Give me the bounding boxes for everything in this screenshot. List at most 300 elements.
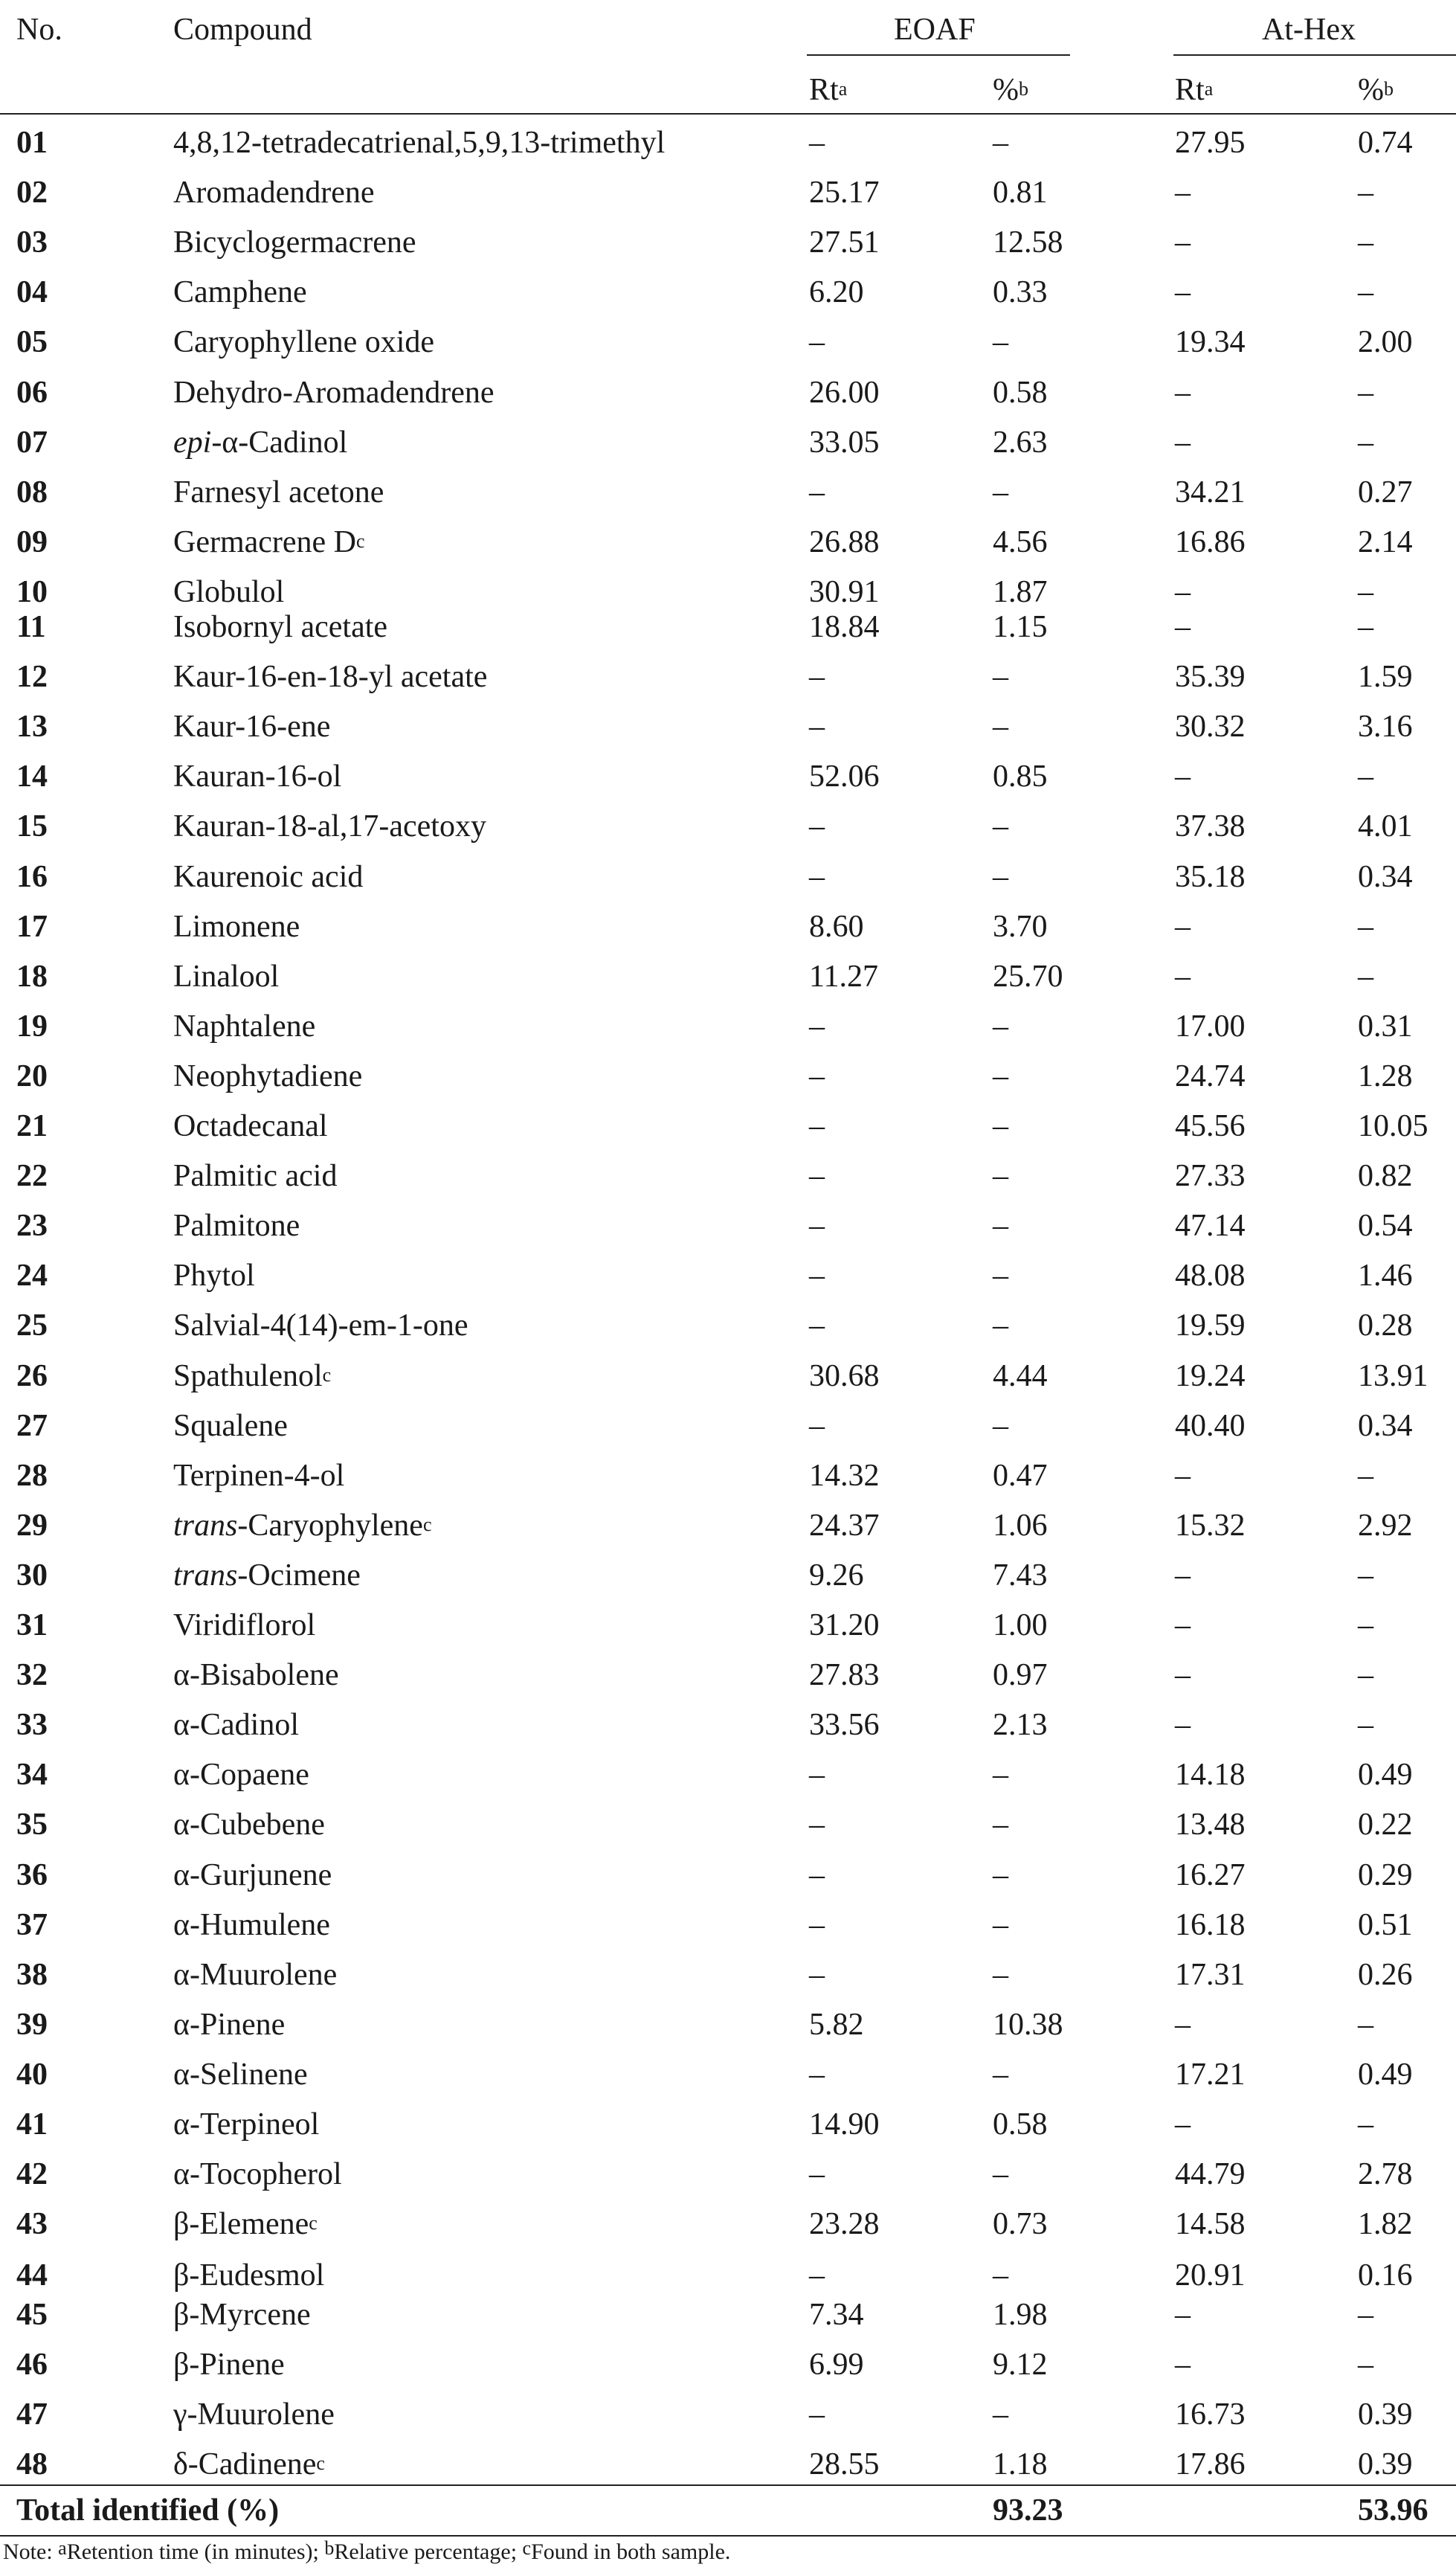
compound-name: Bicyclogermacrene — [173, 225, 416, 260]
eoaf-percent: – — [993, 2397, 1008, 2432]
eoaf-rt: – — [809, 1857, 825, 1892]
row-number: 19 — [16, 1009, 48, 1044]
at-hex-rt: 37.38 — [1175, 809, 1246, 844]
row-number: 37 — [16, 1907, 48, 1942]
eoaf-rt: – — [809, 1308, 825, 1343]
at-hex-percent: 0.34 — [1358, 1408, 1413, 1443]
at-hex-rt: 30.32 — [1175, 710, 1246, 745]
eoaf-rt: 25.17 — [809, 176, 880, 211]
eoaf-rt: 27.83 — [809, 1658, 880, 1693]
at-hex-rt: 35.39 — [1175, 660, 1246, 695]
compound-name: Kaur-16-ene — [173, 710, 331, 745]
table-row — [0, 2295, 1456, 2339]
eoaf-percent: – — [993, 1259, 1008, 1294]
table-row — [0, 607, 1456, 652]
compound-name: β-Elemene$^c$ — [173, 2207, 318, 2242]
compound-name: Viridiflorol — [173, 1608, 316, 1642]
eoaf-rt: – — [809, 1159, 825, 1194]
compound-name: Spathulenol$^c$ — [173, 1358, 332, 1393]
row-number: 28 — [16, 1458, 48, 1493]
row-number: 23 — [16, 1209, 48, 1244]
eoaf-percent: 0.73 — [993, 2207, 1048, 2242]
at-hex-rt: – — [1175, 2107, 1191, 2142]
row-number: 46 — [16, 2348, 48, 2383]
at-hex-rt: 48.08 — [1175, 1259, 1246, 1294]
table-footnote: Note: $^a$Retention time (in minutes); $^b$Relative percentage; $^c$Found in both sample. — [3, 2537, 731, 2564]
compound-name: trans-Ocimene — [173, 1558, 361, 1593]
eoaf-rt: – — [809, 1009, 825, 1044]
at-hex-percent: 2.92 — [1358, 1508, 1413, 1543]
row-number: 13 — [16, 710, 48, 745]
at-hex-percent: 0.54 — [1358, 1209, 1413, 1244]
eoaf-percent: 1.18 — [993, 2447, 1048, 2482]
table-row — [0, 1206, 1456, 1250]
eoaf-percent: – — [993, 1159, 1008, 1194]
eoaf-rt: – — [809, 325, 825, 360]
at-hex-percent: 0.39 — [1358, 2447, 1413, 2482]
at-hex-rt: – — [1175, 610, 1191, 644]
row-number: 45 — [16, 2298, 48, 2332]
at-hex-percent: – — [1358, 1708, 1373, 1743]
at-hex-rt: 45.56 — [1175, 1109, 1246, 1143]
compound-name: Squalene — [173, 1408, 288, 1443]
table-row — [0, 2154, 1456, 2199]
eoaf-percent: 1.98 — [993, 2298, 1048, 2332]
at-hex-percent: 0.29 — [1358, 1857, 1413, 1892]
table-row — [0, 707, 1456, 751]
eoaf-percent: 9.12 — [993, 2348, 1048, 2383]
table-row — [0, 1305, 1456, 1350]
eoaf-rt: 33.56 — [809, 1708, 880, 1743]
at-hex-rt: 16.18 — [1175, 1907, 1246, 1942]
eoaf-percent: – — [993, 1758, 1008, 1793]
total-top-rule — [0, 2484, 1456, 2486]
row-number: 14 — [16, 759, 48, 794]
eoaf-percent: 2.13 — [993, 1708, 1048, 1743]
compound-name: Germacrene $D^c$ — [173, 524, 365, 559]
table-row — [0, 657, 1456, 701]
eoaf-rt: 18.84 — [809, 610, 880, 644]
at-hex-rt: 13.48 — [1175, 1808, 1246, 1843]
row-number: 09 — [16, 524, 48, 559]
at-hex-percent: – — [1358, 2298, 1373, 2332]
row-number: 18 — [16, 959, 48, 994]
at-hex-percent: 2.78 — [1358, 2157, 1413, 2192]
eoaf-rt: – — [809, 2397, 825, 2432]
table-row — [0, 907, 1456, 951]
eoaf-percent: 4.56 — [993, 524, 1048, 559]
at-hex-percent: 0.34 — [1358, 859, 1413, 894]
eoaf-percent: – — [993, 1058, 1008, 1093]
compound-name: Kaur-16-en-18-yl acetate — [173, 660, 488, 695]
eoaf-percent: 0.58 — [993, 2107, 1048, 2142]
table-row — [0, 1605, 1456, 1650]
eoaf-percent: – — [993, 710, 1008, 745]
eoaf-rt: – — [809, 1957, 825, 1992]
eoaf-rt: 7.34 — [809, 2298, 864, 2332]
eoaf-rt: 33.05 — [809, 425, 880, 460]
eoaf-percent: – — [993, 2258, 1008, 2293]
eoaf-rt: 14.32 — [809, 1458, 880, 1493]
total-label: Total identified (%) — [16, 2493, 280, 2528]
row-number: 48 — [16, 2447, 48, 2482]
compound-name: α-Cubebene — [173, 1808, 325, 1843]
at-hex-rt: 40.40 — [1175, 1408, 1246, 1443]
row-number: 40 — [16, 2057, 48, 2092]
compound-name: β-Eudesmol — [173, 2258, 325, 2293]
row-number: 22 — [16, 1159, 48, 1194]
table-row — [0, 2394, 1456, 2439]
row-number: 05 — [16, 325, 48, 360]
at-hex-percent: – — [1358, 225, 1373, 260]
row-number: 33 — [16, 1708, 48, 1743]
compound-name: 4,8,12-tetradecatrienal,5,9,13-trimethyl — [173, 126, 666, 160]
compound-name: γ-Muurolene — [173, 2397, 335, 2432]
eoaf-rt: – — [809, 2258, 825, 2293]
table-row — [0, 1555, 1456, 1600]
at-hex-rt: – — [1175, 225, 1191, 260]
table-row — [0, 1955, 1456, 1999]
compound-name: Limonene — [173, 909, 300, 944]
eoaf-percent: 7.43 — [993, 1558, 1048, 1593]
compound-name: Camphene — [173, 275, 307, 310]
compound-name: Neophytadiene — [173, 1058, 363, 1093]
row-number: 06 — [16, 375, 48, 410]
compound-name: Kaurenoic acid — [173, 859, 364, 894]
eoaf-percent: 0.97 — [993, 1658, 1048, 1693]
eoaf-percent: – — [993, 1907, 1008, 1942]
at-hex-rt: 44.79 — [1175, 2157, 1246, 2192]
eoaf-percent: – — [993, 1009, 1008, 1044]
eoaf-percent: 4.44 — [993, 1358, 1048, 1393]
compound-name: Salvial-4(14)-em-1-one — [173, 1308, 468, 1343]
compound-name: epi-α-Cadinol — [173, 425, 348, 460]
at-hex-percent: 0.26 — [1358, 1957, 1413, 1992]
compound-name: α-Gurjunene — [173, 1857, 332, 1892]
table-row — [0, 1755, 1456, 1799]
at-hex-rt: 16.86 — [1175, 524, 1246, 559]
eoaf-rt: – — [809, 1209, 825, 1244]
row-number: 44 — [16, 2258, 48, 2293]
row-number: 43 — [16, 2207, 48, 2242]
row-number: 04 — [16, 275, 48, 310]
at-hex-rt: 17.31 — [1175, 1957, 1246, 1992]
at-hex-rt: – — [1175, 1558, 1191, 1593]
total-at-hex: 53.96 — [1358, 2493, 1428, 2528]
at-hex-rt: – — [1175, 425, 1191, 460]
at-hex-rt: – — [1175, 959, 1191, 994]
eoaf-rt: 8.60 — [809, 909, 864, 944]
compound-name: α-Tocopherol — [173, 2157, 342, 2192]
at-hex-rt: – — [1175, 1658, 1191, 1693]
row-number: 08 — [16, 475, 48, 510]
header-bottom-rule — [0, 113, 1456, 115]
eoaf-rt: 6.99 — [809, 2348, 864, 2383]
compound-name: Kauran-16-ol — [173, 759, 342, 794]
at-hex-rt: – — [1175, 1608, 1191, 1642]
eoaf-rt: – — [809, 126, 825, 160]
row-number: 16 — [16, 859, 48, 894]
compound-name: Farnesyl acetone — [173, 475, 384, 510]
compound-name: Linalool — [173, 959, 280, 994]
at-hex-percent: 0.28 — [1358, 1308, 1413, 1343]
eoaf-rt: 26.88 — [809, 524, 880, 559]
eoaf-rt: 14.90 — [809, 2107, 880, 2142]
eoaf-percent: – — [993, 325, 1008, 360]
eoaf-percent: – — [993, 2057, 1008, 2092]
eoaf-rt: – — [809, 1907, 825, 1942]
eoaf-percent: 0.47 — [993, 1458, 1048, 1493]
at-hex-percent: 2.14 — [1358, 524, 1413, 559]
table-row — [0, 2444, 1456, 2489]
table-row — [0, 222, 1456, 267]
at-hex-percent: 13.91 — [1358, 1358, 1428, 1393]
at-hex-rt: 27.33 — [1175, 1159, 1246, 1194]
compound-name: Octadecanal — [173, 1109, 328, 1143]
row-number: 03 — [16, 225, 48, 260]
at-hex-rt: – — [1175, 1458, 1191, 1493]
at-hex-percent: 1.28 — [1358, 1058, 1413, 1093]
compound-name: Caryophyllene oxide — [173, 325, 435, 360]
compound-name: α-Bisabolene — [173, 1658, 339, 1693]
eoaf-percent: – — [993, 1808, 1008, 1843]
compound-name: α-Terpineol — [173, 2107, 320, 2142]
eoaf-rt: – — [809, 1058, 825, 1093]
eoaf-rt: 27.51 — [809, 225, 880, 260]
eoaf-percent: – — [993, 1109, 1008, 1143]
eoaf-percent: 1.15 — [993, 610, 1048, 644]
row-number: 10 — [16, 574, 48, 609]
compound-name: α-Copaene — [173, 1758, 309, 1793]
at-hex-percent: 0.82 — [1358, 1159, 1413, 1194]
table-row — [0, 1156, 1456, 1201]
at-hex-rt: 16.73 — [1175, 2397, 1246, 2432]
at-hex-rt: – — [1175, 759, 1191, 794]
at-hex-percent: – — [1358, 1558, 1373, 1593]
at-hex-percent: 0.39 — [1358, 2397, 1413, 2432]
table-row — [0, 1805, 1456, 1849]
header-hex-pct: %$^b$ — [1358, 73, 1394, 107]
compound-name: Isobornyl acetate — [173, 610, 388, 644]
table-row — [0, 522, 1456, 567]
eoaf-rt: – — [809, 1758, 825, 1793]
eoaf-rt: – — [809, 859, 825, 894]
at-hex-rt: 19.59 — [1175, 1308, 1246, 1343]
header-hex-rt: Rt$^a$ — [1175, 73, 1214, 107]
table-row — [0, 1855, 1456, 1900]
compound-name: Palmitic acid — [173, 1159, 338, 1194]
table-row — [0, 2104, 1456, 2149]
row-number: 11 — [16, 610, 46, 644]
header-no: No. — [16, 13, 62, 47]
at-hex-percent: – — [1358, 1658, 1373, 1693]
at-hex-percent: 0.49 — [1358, 1758, 1413, 1793]
table-row — [0, 1356, 1456, 1401]
at-hex-group-rule — [1173, 54, 1456, 56]
eoaf-rt: 30.91 — [809, 574, 880, 609]
at-hex-rt: 47.14 — [1175, 1209, 1246, 1244]
table-row — [0, 472, 1456, 517]
row-number: 01 — [16, 126, 48, 160]
table-row — [0, 1006, 1456, 1051]
eoaf-percent: 0.81 — [993, 176, 1048, 211]
eoaf-percent: 2.63 — [993, 425, 1048, 460]
at-hex-percent: – — [1358, 275, 1373, 310]
eoaf-percent: – — [993, 1857, 1008, 1892]
compound-name: Dehydro-Aromadendrene — [173, 375, 495, 410]
at-hex-rt: 27.95 — [1175, 126, 1246, 160]
table-row — [0, 1256, 1456, 1300]
at-hex-rt: 35.18 — [1175, 859, 1246, 894]
table-row — [0, 1705, 1456, 1750]
at-hex-rt: – — [1175, 574, 1191, 609]
table-row — [0, 1905, 1456, 1950]
at-hex-percent: – — [1358, 425, 1373, 460]
eoaf-percent: 1.87 — [993, 574, 1048, 609]
eoaf-rt: 5.82 — [809, 2007, 864, 2042]
row-number: 24 — [16, 1259, 48, 1294]
at-hex-percent: – — [1358, 610, 1373, 644]
at-hex-percent: 0.27 — [1358, 475, 1413, 510]
table-row — [0, 2005, 1456, 2049]
eoaf-rt: – — [809, 809, 825, 844]
at-hex-percent: – — [1358, 2348, 1373, 2383]
eoaf-percent: – — [993, 475, 1008, 510]
at-hex-percent: 1.82 — [1358, 2207, 1413, 2242]
row-number: 26 — [16, 1358, 48, 1393]
at-hex-rt: 19.24 — [1175, 1358, 1246, 1393]
at-hex-rt: 34.21 — [1175, 475, 1246, 510]
eoaf-percent: – — [993, 1209, 1008, 1244]
at-hex-percent: 0.51 — [1358, 1907, 1413, 1942]
row-number: 42 — [16, 2157, 48, 2192]
at-hex-rt: – — [1175, 2298, 1191, 2332]
compound-name: Phytol — [173, 1259, 255, 1294]
table-row — [0, 957, 1456, 1001]
eoaf-percent: – — [993, 1308, 1008, 1343]
table-row — [0, 272, 1456, 317]
eoaf-group-rule — [807, 54, 1070, 56]
at-hex-percent: 0.74 — [1358, 126, 1413, 160]
at-hex-percent: – — [1358, 375, 1373, 410]
row-number: 30 — [16, 1558, 48, 1593]
compound-name: β-Pinene — [173, 2348, 285, 2383]
at-hex-percent: 1.46 — [1358, 1259, 1413, 1294]
table-row — [0, 173, 1456, 217]
table-row — [0, 373, 1456, 417]
eoaf-percent: – — [993, 660, 1008, 695]
compound-name: β-Myrcene — [173, 2298, 311, 2332]
row-number: 29 — [16, 1508, 48, 1543]
table-row — [0, 806, 1456, 851]
compound-name: Aromadendrene — [173, 176, 375, 211]
at-hex-rt: – — [1175, 375, 1191, 410]
row-number: 02 — [16, 176, 48, 211]
row-number: 36 — [16, 1857, 48, 1892]
row-number: 31 — [16, 1608, 48, 1642]
compound-name: Naphtalene — [173, 1009, 316, 1044]
at-hex-rt: 19.34 — [1175, 325, 1246, 360]
eoaf-rt: – — [809, 1808, 825, 1843]
at-hex-percent: – — [1358, 1608, 1373, 1642]
eoaf-rt: – — [809, 475, 825, 510]
eoaf-rt: – — [809, 2057, 825, 2092]
row-number: 12 — [16, 660, 48, 695]
compound-name: α-Muurolene — [173, 1957, 338, 1992]
row-number: 21 — [16, 1109, 48, 1143]
row-number: 35 — [16, 1808, 48, 1843]
at-hex-percent: – — [1358, 1458, 1373, 1493]
header-eoaf-pct: %$^b$ — [993, 73, 1028, 107]
table-row — [0, 2055, 1456, 2099]
eoaf-percent: 1.06 — [993, 1508, 1048, 1543]
table-row — [0, 2204, 1456, 2249]
at-hex-percent: 4.01 — [1358, 809, 1413, 844]
eoaf-rt: 23.28 — [809, 2207, 880, 2242]
eoaf-rt: 26.00 — [809, 375, 880, 410]
eoaf-rt: 24.37 — [809, 1508, 880, 1543]
compound-name: δ-Cadinene$^c$ — [173, 2447, 325, 2482]
table-row — [0, 123, 1456, 167]
at-hex-percent: – — [1358, 909, 1373, 944]
compound-name: trans-Caryophylene$^c$ — [173, 1508, 432, 1543]
table-row — [0, 1506, 1456, 1550]
total-eoaf: 93.23 — [993, 2493, 1063, 2528]
header-eoaf: EOAF — [894, 13, 976, 47]
at-hex-percent: – — [1358, 759, 1373, 794]
table-row — [0, 423, 1456, 467]
at-hex-rt: 17.86 — [1175, 2447, 1246, 2482]
table-row — [0, 2255, 1456, 2300]
at-hex-percent: 3.16 — [1358, 710, 1413, 745]
row-number: 41 — [16, 2107, 48, 2142]
compound-name: α-Cadinol — [173, 1708, 299, 1743]
eoaf-percent: 12.58 — [993, 225, 1063, 260]
header-compound: Compound — [173, 13, 312, 47]
header-eoaf-rt: Rt$^a$ — [809, 73, 848, 107]
eoaf-rt: 30.68 — [809, 1358, 880, 1393]
at-hex-percent: 0.49 — [1358, 2057, 1413, 2092]
table-row — [0, 1056, 1456, 1101]
at-hex-percent: – — [1358, 574, 1373, 609]
eoaf-rt: – — [809, 1259, 825, 1294]
at-hex-percent: – — [1358, 959, 1373, 994]
table-row — [0, 756, 1456, 801]
eoaf-percent: 0.33 — [993, 275, 1048, 310]
compound-name: Terpinen-4-ol — [173, 1458, 345, 1493]
eoaf-rt: 52.06 — [809, 759, 880, 794]
row-number: 17 — [16, 909, 48, 944]
eoaf-rt: – — [809, 2157, 825, 2192]
at-hex-rt: 14.18 — [1175, 1758, 1246, 1793]
table-row — [0, 857, 1456, 902]
at-hex-rt: – — [1175, 176, 1191, 211]
eoaf-percent: 0.85 — [993, 759, 1048, 794]
row-number: 32 — [16, 1658, 48, 1693]
at-hex-rt: – — [1175, 1708, 1191, 1743]
eoaf-percent: 0.58 — [993, 375, 1048, 410]
at-hex-percent: 1.59 — [1358, 660, 1413, 695]
eoaf-rt: 9.26 — [809, 1558, 864, 1593]
eoaf-rt: 11.27 — [809, 959, 878, 994]
at-hex-rt: – — [1175, 2007, 1191, 2042]
eoaf-rt: – — [809, 660, 825, 695]
eoaf-rt: – — [809, 710, 825, 745]
eoaf-rt: 6.20 — [809, 275, 864, 310]
row-number: 34 — [16, 1758, 48, 1793]
at-hex-percent: – — [1358, 2107, 1373, 2142]
eoaf-percent: 10.38 — [993, 2007, 1063, 2042]
